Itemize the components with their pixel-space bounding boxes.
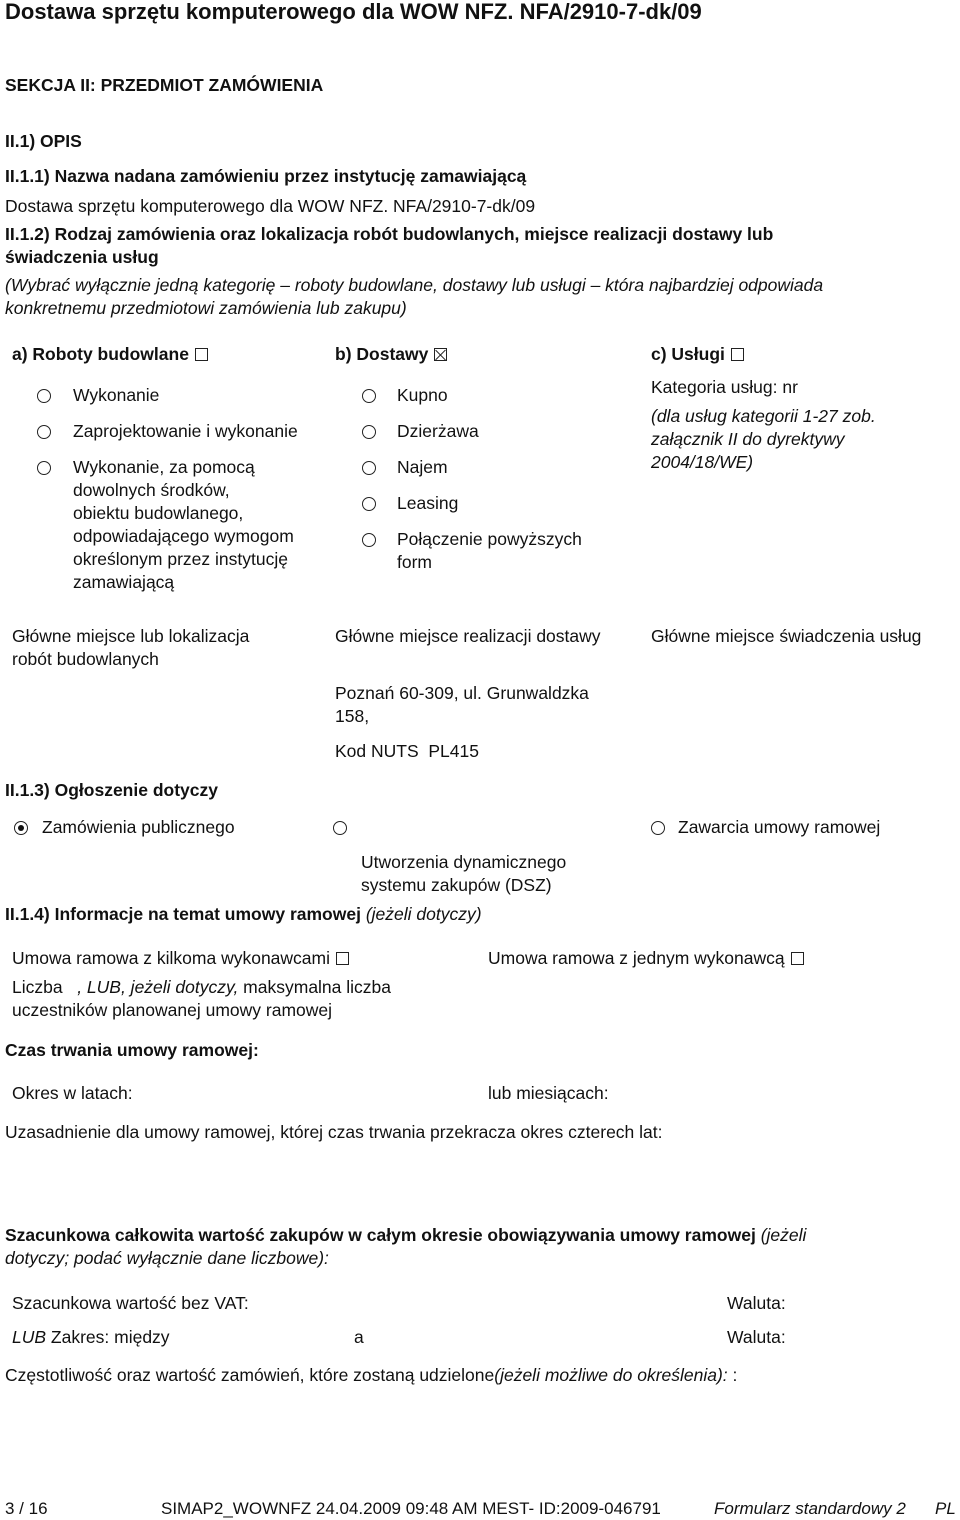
s111-heading: II.1.1) Nazwa nadana zamówieniu przez instytucję zamawiającą bbox=[5, 166, 527, 186]
radio-supply-leasing[interactable] bbox=[362, 497, 376, 511]
dps-label-1: Utworzenia dynamicznego bbox=[361, 852, 567, 872]
works-checkbox[interactable] bbox=[195, 348, 208, 361]
justification-label: Uzasadnienie dla umowy ramowej, której czas trwania przekracza okres czterech lat: bbox=[5, 1122, 663, 1142]
radio-framework[interactable] bbox=[651, 821, 665, 835]
framework-single: Umowa ramowa z jednym wykonawcą bbox=[488, 947, 804, 970]
footer-form-name: Formularz standardowy 2 bbox=[714, 1499, 906, 1518]
radio-works-execution[interactable] bbox=[37, 389, 51, 403]
works-option-3-line-1: Wykonanie, za pomocą bbox=[73, 457, 255, 477]
participants-line-1: Liczba , LUB, jeżeli dotyczy, maksymalna liczba bbox=[12, 977, 392, 997]
services-location-label: Główne miejsce świadczenia usług bbox=[651, 626, 922, 646]
supply-option-5-line-2: form bbox=[397, 552, 432, 572]
range-label: LUB Zakres: między bbox=[12, 1327, 170, 1347]
works-location-1: Główne miejsce lub lokalizacja bbox=[12, 626, 250, 646]
works-option-3-line-2: dowolnych środków, bbox=[73, 480, 230, 500]
supply-location-label: Główne miejsce realizacji dostawy bbox=[335, 626, 601, 646]
works-location-2: robót budowlanych bbox=[12, 649, 159, 669]
supply-option-1: Kupno bbox=[397, 385, 448, 405]
supply-option-3: Najem bbox=[397, 457, 448, 477]
framework-multi-checkbox[interactable] bbox=[336, 952, 349, 965]
dps-label-2: systemu zakupów (DSZ) bbox=[361, 875, 552, 895]
estimate-heading-2: dotyczy; podać wyłącznie dane liczbowe): bbox=[5, 1248, 329, 1268]
works-option-1: Wykonanie bbox=[73, 385, 160, 405]
s113-heading: II.1.3) Ogłoszenie dotyczy bbox=[5, 780, 218, 800]
category-services: c) Usługi bbox=[651, 343, 744, 366]
s112-heading-1: II.1.2) Rodzaj zamówienia oraz lokalizacja robót budowlanych, miejsce realizacji dostawy lub bbox=[5, 224, 774, 244]
radio-works-by-any-means[interactable] bbox=[37, 461, 51, 475]
radio-public-contract[interactable] bbox=[14, 821, 28, 835]
radio-supply-lease[interactable] bbox=[362, 425, 376, 439]
s114-heading: II.1.4) Informacje na temat umowy ramowej (jeżeli dotyczy) bbox=[5, 904, 482, 924]
range-and: a bbox=[354, 1327, 364, 1347]
document-title: Dostawa sprzętu komputerowego dla WOW NFZ. NFA/2910-7-dk/09 bbox=[5, 0, 702, 24]
works-option-3-line-3: obiektu budowlanego, bbox=[73, 503, 244, 523]
services-note-2: załącznik II do dyrektywy bbox=[651, 429, 845, 449]
works-option-2: Zaprojektowanie i wykonanie bbox=[73, 421, 298, 441]
radio-dps[interactable] bbox=[333, 821, 347, 835]
services-note-1: (dla usług kategorii 1-27 zob. bbox=[651, 406, 876, 426]
s112-heading-2: świadczenia usług bbox=[5, 247, 159, 267]
s112-note-1: (Wybrać wyłącznie jedną kategorię – roboty budowlane, dostawy lub usługi – która najbardziej odpowiada bbox=[5, 275, 824, 295]
value-no-vat-label: Szacunkowa wartość bez VAT: bbox=[12, 1293, 249, 1313]
contract-name: Dostawa sprzętu komputerowego dla WOW NFZ. NFA/2910-7-dk/09 bbox=[5, 196, 536, 216]
framework-single-checkbox[interactable] bbox=[791, 952, 804, 965]
supply-option-5-line-1: Połączenie powyższych bbox=[397, 529, 582, 549]
radio-supply-combination[interactable] bbox=[362, 533, 376, 547]
currency-label-2: Waluta: bbox=[727, 1327, 786, 1347]
supplies-checkbox[interactable] bbox=[434, 348, 447, 361]
participants-line-2: uczestników planowanej umowy ramowej bbox=[12, 1000, 333, 1020]
supply-address-1: Poznań 60-309, ul. Grunwaldzka bbox=[335, 683, 589, 703]
services-checkbox[interactable] bbox=[731, 348, 744, 361]
radio-supply-rental[interactable] bbox=[362, 461, 376, 475]
supply-option-4: Leasing bbox=[397, 493, 459, 513]
framework-label: Zawarcia umowy ramowej bbox=[678, 817, 881, 837]
section-title: SEKCJA II: PRZEDMIOT ZAMÓWIENIA bbox=[5, 75, 324, 95]
services-note-3: 2004/18/WE) bbox=[651, 452, 754, 472]
duration-months: lub miesiącach: bbox=[488, 1083, 609, 1103]
currency-label-1: Waluta: bbox=[727, 1293, 786, 1313]
duration-heading: Czas trwania umowy ramowej: bbox=[5, 1040, 259, 1060]
works-option-3-line-5: określonym przez instytucję bbox=[73, 549, 288, 569]
footer-language: PL bbox=[935, 1499, 956, 1518]
works-option-3-line-4: odpowiadającego wymogom bbox=[73, 526, 294, 546]
radio-works-design-build[interactable] bbox=[37, 425, 51, 439]
duration-years: Okres w latach: bbox=[12, 1083, 133, 1103]
services-category-label: Kategoria usług: nr bbox=[651, 377, 798, 397]
frequency-label: Częstotliwość oraz wartość zamówień, które zostaną udzielone(jeżeli możliwe do określenia): : bbox=[5, 1365, 738, 1385]
estimate-heading-1: Szacunkowa całkowita wartość zakupów w całym okresie obowiązywania umowy ramowej (jeżeli bbox=[5, 1225, 807, 1245]
works-option-3-line-6: zamawiającą bbox=[73, 572, 175, 592]
opis-heading: II.1) OPIS bbox=[5, 131, 82, 151]
footer-reference: SIMAP2_WOWNFZ 24.04.2009 09:48 AM MEST- ID:2009-046791 bbox=[161, 1499, 661, 1518]
framework-multi: Umowa ramowa z kilkoma wykonawcami bbox=[12, 947, 349, 970]
s112-note-2: konkretnemu przedmiotowi zamówienia lub zakupu) bbox=[5, 298, 407, 318]
category-supplies: b) Dostawy bbox=[335, 343, 447, 366]
supply-option-2: Dzierżawa bbox=[397, 421, 479, 441]
footer-page-number: 3 / 16 bbox=[5, 1499, 48, 1518]
public-contract-label: Zamówienia publicznego bbox=[42, 817, 235, 837]
category-works: a) Roboty budowlane bbox=[12, 343, 208, 366]
supply-address-2: 158, bbox=[335, 706, 370, 726]
nuts-code: Kod NUTS PL415 bbox=[335, 741, 479, 761]
radio-supply-purchase[interactable] bbox=[362, 389, 376, 403]
